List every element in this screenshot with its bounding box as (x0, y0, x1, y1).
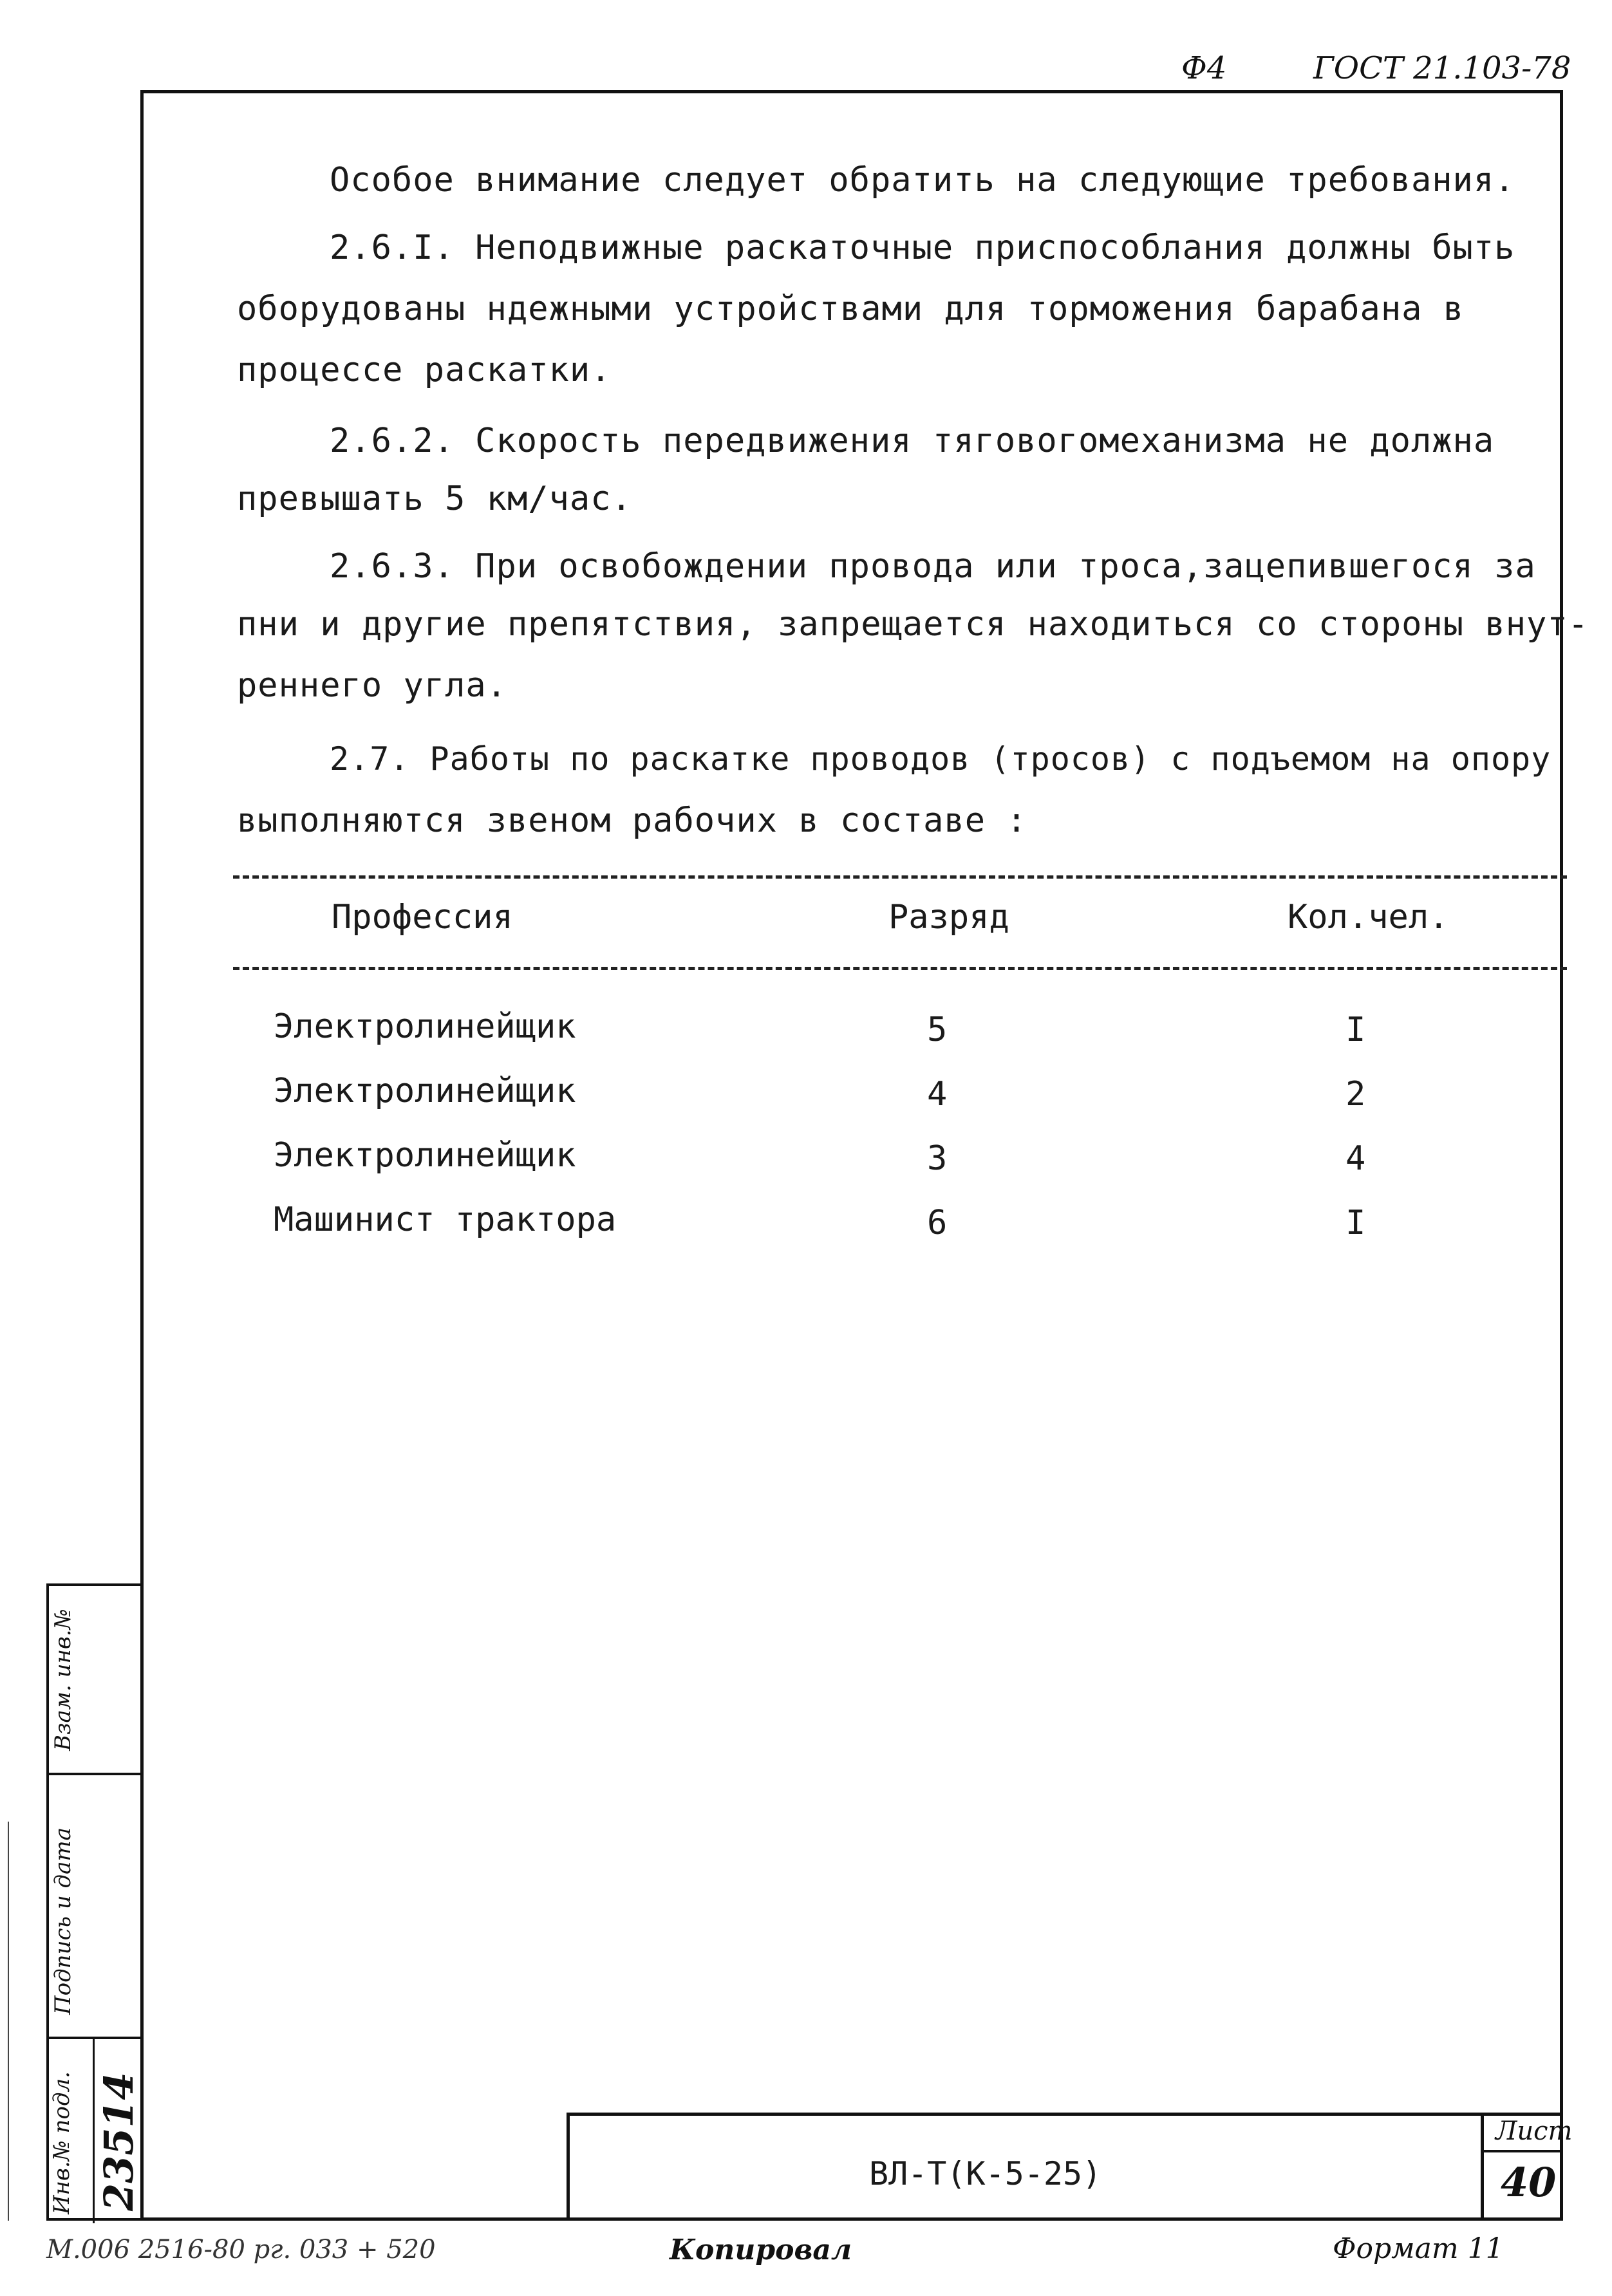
table-cell-profession: Электролинейщик (274, 1072, 576, 1110)
replace-label: Взам. инв.№ (50, 1609, 76, 1751)
table-header-count: Кол.чел. (1288, 898, 1449, 937)
sheet-box-divider (1484, 2150, 1563, 2152)
copied-label: Копировал (670, 2234, 852, 2266)
text-line: 2.6.2. Скорость передвижения тяговогомеханизма не должна (330, 422, 1495, 460)
text-line: оборудованы ндежными устройствами для торможения барабана в (237, 290, 1465, 328)
table-cell-count: 2 (1345, 1075, 1366, 1114)
table-header-profession: Профессия (332, 898, 513, 937)
text-line: 2.7. Работы по раскатке проводов (тросов) с подъемом на опору (330, 740, 1551, 778)
table-cell-count: I (1345, 1204, 1366, 1242)
table-cell-grade: 6 (927, 1204, 948, 1242)
side-stamp-divider (93, 2037, 95, 2223)
text-line: реннего угла. (237, 666, 507, 705)
format-label: Формат 11 (1333, 2232, 1504, 2265)
table-cell-profession: Машинист трактора (274, 1200, 617, 1239)
text-line: пни и другие препятствия, запрещается находиться со стороны внут- (237, 605, 1589, 644)
table-cell-grade: 4 (927, 1075, 948, 1114)
side-stamp-divider (49, 1773, 140, 1775)
sheet-code: Ф4 (1181, 50, 1227, 86)
table-rule-top (233, 875, 1567, 879)
standard-reference: ГОСТ 21.103-78 (1313, 50, 1571, 86)
table-cell-grade: 5 (927, 1011, 948, 1049)
table-cell-count: I (1345, 1011, 1366, 1049)
side-stamp-divider (49, 2037, 140, 2039)
table-header-grade: Разряд (888, 898, 1009, 937)
margin-line (8, 1822, 9, 2221)
text-line: 2.6.I. Неподвижные раскаточные приспособлания должны быть (330, 229, 1515, 267)
table-cell-count: 4 (1345, 1139, 1366, 1178)
text-line: превышать 5 км/час. (237, 480, 632, 518)
text-line: процессе раскатки. (237, 351, 612, 389)
sign-label: Подпись и дата (50, 1827, 76, 2015)
drawing-designation: ВЛ-Т(К-5-25) (869, 2155, 1102, 2192)
sheet-box (1481, 2113, 1573, 2221)
sheet-label: Лист (1495, 2116, 1573, 2146)
table-cell-grade: 3 (927, 1139, 948, 1178)
table-cell-profession: Электролинейщик (274, 1007, 576, 1046)
text-line: 2.6.3. При освобождении провода или троса,зацепившегося за (330, 547, 1536, 586)
inv-label: Инв.№ подл. (49, 2071, 75, 2214)
table-rule-header (233, 967, 1567, 970)
text-line: выполняются звеном рабочих в составе : (237, 801, 1027, 840)
order-text: М.006 2516-80 рг. 033 + 520 (46, 2235, 436, 2264)
table-cell-profession: Электролинейщик (274, 1136, 576, 1175)
sheet-number: 40 (1501, 2159, 1557, 2206)
inv-number: 23514 (95, 2072, 142, 2211)
text-line: Особое внимание следует обратить на следующие требования. (330, 161, 1515, 200)
